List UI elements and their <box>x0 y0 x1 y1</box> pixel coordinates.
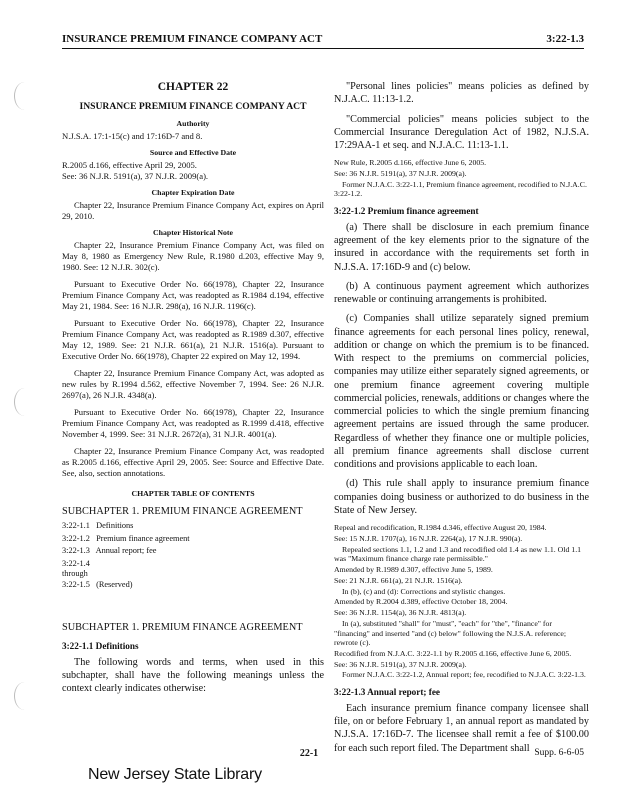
chapter-number: CHAPTER 22 <box>157 81 229 93</box>
binder-hole-mark <box>14 388 35 416</box>
history-note-line: In (a), substituted "shall" for "must", "each" for "the", "finance" for "financing" and inserted "and (c) below" following the N.J.S.A. reference; rewrote (c). <box>334 618 567 648</box>
running-header <box>62 33 584 49</box>
section-paragraph: (d) This rule shall apply to insurance premium finance companies doing business or authorized to do business in the State of New Jersey. <box>334 478 589 516</box>
library-stamp: New Jersey State Library <box>88 766 262 783</box>
toc-entry-number: 3:22-1.2 <box>62 533 90 543</box>
section-heading: 3:22-1.1 Definitions <box>62 640 139 651</box>
toc-entry-title: Premium finance agreement <box>96 533 190 543</box>
binder-hole-mark <box>14 682 35 710</box>
history-paragraph: Pursuant to Executive Order No. 66(1978), Chapter 22, Insurance Premium Finance Company Act, was readopted as R.1984 d.194, effective May 21, 1984. See: 16 N.J.R. 298(a), 16 N.J.R. 1196(c). <box>62 278 324 311</box>
history-note-line: See: 36 N.J.R. 5191(a), 37 N.J.R. 2009(a). <box>334 168 467 178</box>
left-column <box>62 80 324 701</box>
section-paragraph: The following words and terms, when used in this subchapter, shall have the following meanings unless the context clearly indicates otherwise: <box>62 656 324 695</box>
supplement-date: Supp. 6-6-05 <box>534 748 584 758</box>
history-paragraph: Pursuant to Executive Order No. 66(1978), Chapter 22, Insurance Premium Finance Company Act, was readopted as R.1989 d.307, effective May 12, 1989. See: 21 N.J.R. 661(a), 21 N.J.R. 1516(a). Pursuant to Executive Order No. 66(1978), Chapter 22 expired on May 12, 1994. <box>62 317 324 361</box>
history-note-line: New Rule, R.2005 d.166, effective June 6, 2005. <box>334 158 487 168</box>
history-note-line: Amended by R.1989 d.307, effective June 5, 1989. <box>334 565 493 575</box>
source-heading: Source and Effective Date <box>149 147 237 157</box>
chapter-title: INSURANCE PREMIUM FINANCE COMPANY ACT <box>79 100 307 112</box>
history-note-line: Former N.J.A.C. 3:22-1.1, Premium finance agreement, recodified to N.J.A.C. 3:22-1.2. <box>334 179 587 199</box>
toc-entry-title: Annual report; fee <box>95 546 157 556</box>
history-note-line: See: 21 N.J.R. 661(a), 21 N.J.R. 1516(a). <box>334 575 463 585</box>
toc-entry-number: 3:22-1.3 <box>62 546 90 556</box>
definition-paragraph: "Commercial policies" means policies subject to the Commercial Insurance Deregulation Act of 1982, N.J.S.A. 17:29AA-1 et seq. and N.J.A.C. 11:13-1.1. <box>334 113 589 151</box>
section-paragraph: (c) Companies shall utilize separately signed premium finance agreements for each personal lines policy, renewal, addition or change on which the premium is to be financed. With respect to the premiums on commercial policies, companies may utilize either separately signed agreements, or one premium finance agreement covering multiple commercial policies, renewals, additions or changes where the commercial policies to which the single premium financing agreement pertains are issued through the same producer. Regardless of whether they finance one or multiple policies, all premium finance agreements shall disclose current conditions and provisions applicable to each loan. <box>334 313 589 471</box>
subchapter-heading: SUBCHAPTER 1. PREMIUM FINANCE AGREEMENT <box>62 621 303 633</box>
history-paragraph: Pursuant to Executive Order No. 66(1978), Chapter 22, Insurance Premium Finance Company Act, was readopted as R.1999 d.418, effective November 4, 1999. See: 31 N.J.R. 2672(a), 31 N.J.R. 4001(a). <box>62 406 324 439</box>
definition-paragraph: "Personal lines policies" means policies as defined by N.J.A.C. 11:13-1.2. <box>334 81 589 106</box>
history-note-line: Amended by R.2004 d.389, effective October 18, 2004. <box>334 597 508 607</box>
section-paragraph: (b) A continuous payment agreement which authorizes renewable or continuing arrangements is prohibited. <box>334 280 589 306</box>
history-paragraph: Chapter 22, Insurance Premium Finance Company Act, was readopted as R.2005 d.166, effective April 29, 2005. See: Source and Effective Date. See, also, section annotations. <box>62 445 324 478</box>
section-paragraph: Each insurance premium finance company licensee shall file, on or before February 1, an annual report as mandated by N.J.S.A. 17:16D-7. The licensee shall remit a fee of $100.00 for each such report filed. The Department shall <box>334 702 589 754</box>
section-heading: 3:22-1.3 Annual report; fee <box>334 687 440 698</box>
toc-entry <box>62 559 324 591</box>
toc-entry <box>62 546 324 557</box>
history-note-line: In (b), (c) and (d): Corrections and stylistic changes. <box>342 586 506 596</box>
toc-heading: CHAPTER TABLE OF CONTENTS <box>131 488 255 498</box>
binder-hole-mark <box>14 82 35 110</box>
page-number: 22-1 <box>299 748 319 759</box>
toc-entry-title: (Reserved) <box>96 580 133 590</box>
history-paragraph: Chapter 22, Insurance Premium Finance Company Act, was adopted as new rules by R.1994 d.562, effective November 7, 1994. See: 26 N.J.R. 2697(a), 26 N.J.R. 4348(a). <box>62 367 324 400</box>
historical-note-heading: Chapter Historical Note <box>153 227 233 237</box>
history-note-line: Repeal and recodification, R.1984 d.346, effective August 20, 1984. <box>334 523 547 533</box>
authority-heading: Authority <box>176 118 210 128</box>
toc-entry-number: 3:22-1.4 through 3:22-1.5 <box>62 558 90 590</box>
history-note-line: See: 15 N.J.R. 1707(a), 16 N.J.R. 2264(a), 17 N.J.R. 990(a). <box>334 533 523 543</box>
right-column <box>334 80 589 761</box>
history-note-line: See: 36 N.J.R. 5191(a), 37 N.J.R. 2009(a). <box>334 659 467 669</box>
expiration-text: Chapter 22, Insurance Premium Finance Company Act, expires on April 29, 2010. <box>62 199 324 221</box>
toc-subchapter: SUBCHAPTER 1. PREMIUM FINANCE AGREEMENT <box>62 505 303 517</box>
toc-entry <box>62 534 324 545</box>
toc-entry <box>62 521 324 532</box>
expiration-heading: Chapter Expiration Date <box>151 187 235 197</box>
toc-entry-title: Definitions <box>96 521 134 530</box>
history-note-line: Repealed sections 1.1, 1.2 and 1.3 and recodified old 1.4 as new 1.1. Old 1.1 was "Maximum finance charge rate permissible." <box>334 544 582 564</box>
history-note-line: Recodified from N.J.A.C. 3:22-1.1 by R.2005 d.166, effective June 6, 2005. <box>334 649 572 659</box>
running-header-section: 3:22-1.3 <box>546 33 584 45</box>
section-paragraph: (a) There shall be disclosure in each premium finance agreement of the key elements prior to the signature of the insured in accordance with the requirements set forth in N.J.S.A. 17:16D-9 and (c) below. <box>334 221 589 273</box>
authority-text: N.J.S.A. 17:1-15(c) and 17:16D-7 and 8. <box>62 130 203 141</box>
history-note-line: See: 36 N.J.R. 1154(a), 36 N.J.R. 4813(a). <box>334 608 467 618</box>
history-note-line: Former N.J.A.C. 3:22-1.2, Annual report; fee, recodified to N.J.A.C. 3:22-1.3. <box>342 670 586 680</box>
section-heading: 3:22-1.2 Premium finance agreement <box>334 206 479 217</box>
history-paragraph: Chapter 22, Insurance Premium Finance Company Act, was filed on May 8, 1980 as Emergency New Rule, R.1980 d.203, effective May 9, 1980. See: 12 N.J.R. 302(c). <box>62 239 324 272</box>
source-text: R.2005 d.166, effective April 29, 2005. See: 36 N.J.R. 5191(a), 37 N.J.R. 2009(a). <box>62 159 209 181</box>
running-header-title: INSURANCE PREMIUM FINANCE COMPANY ACT <box>62 33 323 45</box>
toc-entry-number: 3:22-1.1 <box>62 521 90 530</box>
